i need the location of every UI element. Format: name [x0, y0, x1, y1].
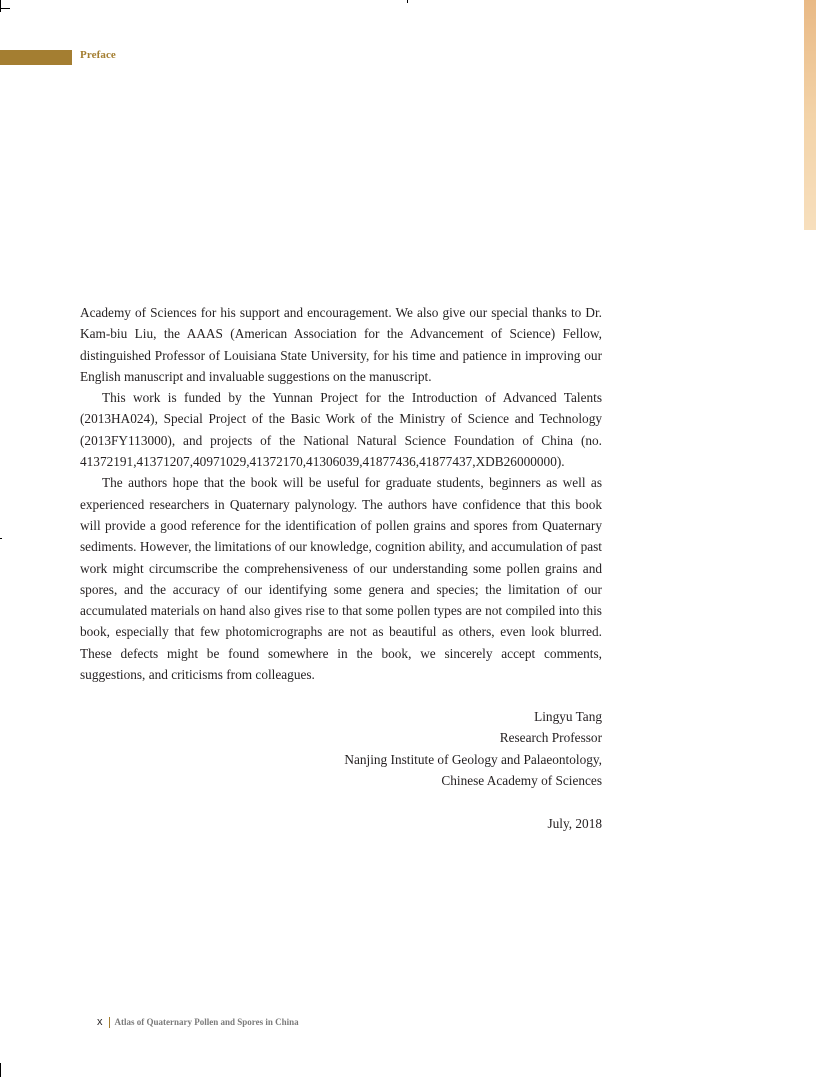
page-footer — [97, 1016, 299, 1028]
author-name: Lingyu Tang — [534, 709, 602, 724]
crop-mark-top-left-vertical — [0, 0, 1, 12]
section-header-bar — [0, 50, 72, 65]
author-academy: Chinese Academy of Sciences — [441, 773, 602, 789]
crop-mark-top-center — [407, 0, 408, 3]
crop-mark-bottom-left — [0, 1063, 1, 1077]
crop-mark-left-middle — [0, 538, 2, 539]
author-title: Research Professor — [499, 730, 602, 746]
paragraph-hopes: The authors hope that the book will be useful for graduate students, beginners as well as experienced researchers in Quaternary palynology. The authors have confidence that this book will provide a good reference for the identification of pollen grains and spores from Quaternary sediments. However, the limitations of our knowledge, cognition ability, and accumulation of past work might circumscribe the comprehensiveness of our understanding some pollen grains and spores, and the accuracy of our identifying some genera and species; the limitation of our accumulated materials on hand also gives rise to that some pollen types are not compiled into this book, especially that few photomicrographs are not as beautiful as others, even look blurred. These defects might be found somewhere in the book, we sincerely accept comments, suggestions, and criticisms from colleagues. — [80, 475, 602, 683]
signature-date: July, 2018 — [547, 816, 602, 832]
book-title: Atlas of Quaternary Pollen and Spores in China — [114, 1017, 299, 1027]
section-header-label: Preface — [80, 49, 116, 61]
page-number: x — [97, 1016, 103, 1028]
preface-body — [80, 302, 602, 685]
decorative-edge-strip — [804, 0, 816, 230]
footer-separator — [109, 1017, 110, 1028]
crop-mark-top-left-horizontal — [0, 8, 10, 9]
signature-block — [344, 706, 602, 834]
paragraph-acknowledgement: Academy of Sciences for his support and encouragement. We also give our special thanks to Dr. Kam-biu Liu, the AAAS (American Association for the Advancement of Science) Fellow, distinguished Professor of Louisiana State University, for his time and patience in improving our English manuscript and invaluable suggestions on the manuscript. — [80, 305, 602, 384]
paragraph-funding: This work is funded by the Yunnan Project for the Introduction of Advanced Talents (2013HA024), Special Project of the Basic Work of the Ministry of Science and Technology (2013FY113000), and projects of the National Natural Science Foundation of China (no. 41372191,41371207,40971029,41372170,41306039,41877436,41877437,XDB26000000). — [80, 390, 602, 470]
author-institute: Nanjing Institute of Geology and Palaeontology, — [344, 751, 602, 767]
